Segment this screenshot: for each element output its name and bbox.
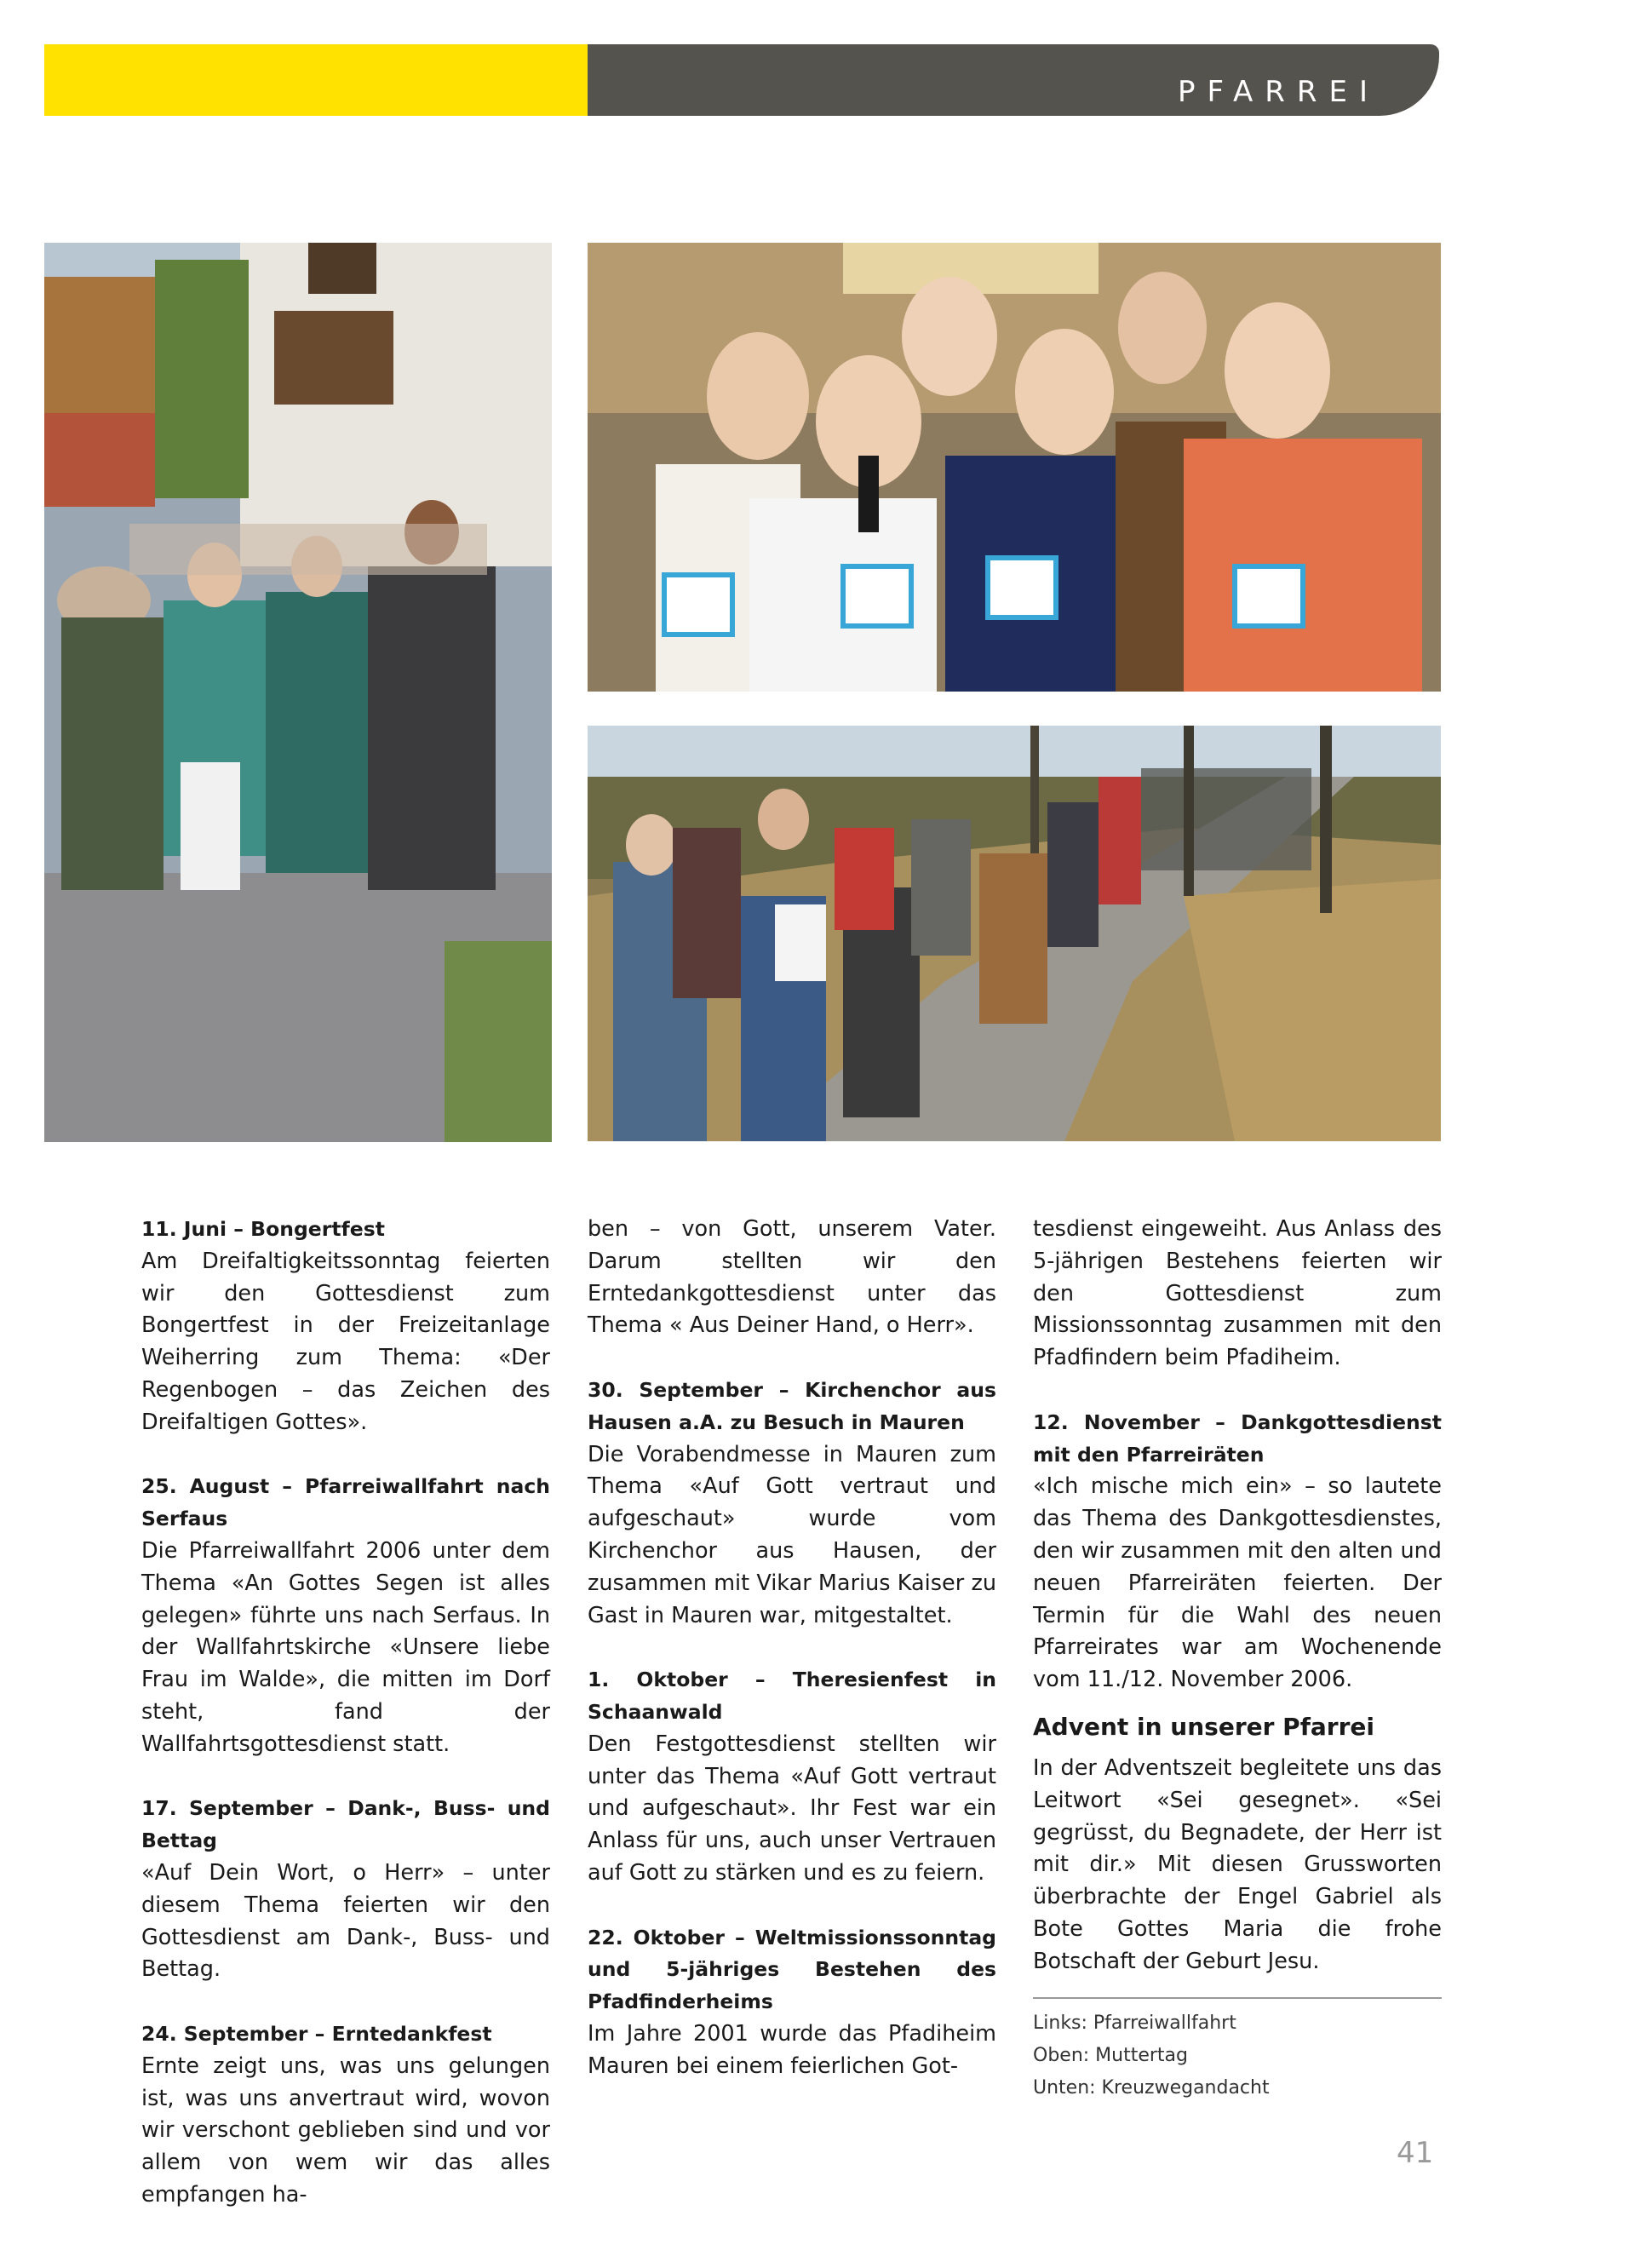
paragraph: Im Jahre 2001 wurde das Pfadiheim Mauren bei einem feierlichen Got- [588, 2020, 996, 2079]
caption-divider [1033, 1997, 1442, 1999]
paragraph: Die Vorabendmesse in Mauren zum Thema «Auf Gott vertraut und aufgeschaut» wurde vom Kirchenchor aus Hausen, der zusammen mit Vikar Marius Kaiser zu Gast in Mauren war, mitgestaltet. [588, 1441, 996, 1628]
text-column-2 [588, 1214, 996, 2083]
photo-muttertag [588, 243, 1441, 692]
paragraph: Die Pfarreiwallfahrt 2006 unter dem Thema «An Gottes Segen ist alles gelegen» führte uns nach Serfaus. In der Wallfahrtskirche «Unsere liebe Frau im Walde», die mitten im Dorf steht, fand der Wallfahrtsgottesdienst statt. [141, 1537, 550, 1757]
paragraph: In der Adventszeit begleitete uns das Leitwort «Sei gesegnet». «Sei gegrüsst, du Begnadete, der Herr ist mit dir.» Mit diesen Grussworten überbrachte der Engel Gabriel als Bote Gottes Maria die frohe Botschaft der Geburt Jesu. [1033, 1754, 1442, 1974]
text-column-3 [1033, 1214, 1442, 2104]
photo-pfarreiwallfahrt [44, 243, 552, 1142]
photo-caption: Unten: Kreuzwegandacht [1033, 2076, 1270, 2099]
paragraph: Ernte zeigt uns, was uns gelungen ist, was uns anvertraut wird, wovon wir verschont geblieben sind und vor allem von wem wir das alles empfangen ha- [141, 2053, 550, 2208]
header-section-bar [588, 44, 1439, 116]
photo-kreuzwegandacht [588, 726, 1441, 1141]
header-yellow-bar [44, 44, 588, 116]
event-heading: 17. September – Dank-, Buss- und Bettag [141, 1796, 550, 1853]
paragraph: Am Dreifaltigkeitssonntag feierten wir den Gottesdienst zum Bongertfest in der Freizeitanlage Weiherring zum Thema: «Der Regenbogen – das Zeichen des Dreifaltigen Gottes». [141, 1248, 550, 1435]
text-column-1 [141, 1214, 550, 2212]
photo-caption: Links: Pfarreiwallfahrt [1033, 2012, 1236, 2034]
event-heading: 1. Oktober – Theresienfest in Schaanwald [588, 1668, 996, 1724]
event-heading: 11. Juni – Bongertfest [141, 1217, 385, 1241]
paragraph: Den Festgottesdienst stellten wir unter das Thema «Auf Gott vertraut und aufgeschaut». Ihr Fest war ein Anlass für uns, auch unser Vertrauen auf Gott zu stärken und es zu feiern. [588, 1731, 996, 1886]
section-title: Advent in unserer Pfarrei [1033, 1712, 1374, 1741]
event-heading: 25. August – Pfarreiwallfahrt nach Serfaus [141, 1474, 550, 1531]
paragraph: tesdienst eingeweiht. Aus Anlass des 5-jährigen Bestehens feierten wir den Gottesdienst zum Missionssonntag zusammen mit den Pfadfindern beim Pfadiheim. [1033, 1216, 1442, 1371]
event-heading: 12. November – Dankgottesdienst mit den Pfarreiräten [1033, 1410, 1442, 1467]
event-heading: 24. September – Erntedankfest [141, 2021, 492, 2046]
section-label: PFARREI [1178, 75, 1380, 109]
photo-caption: Oben: Muttertag [1033, 2044, 1188, 2066]
paragraph: «Auf Dein Wort, o Herr» – unter diesem Thema feierten wir den Gottesdienst am Dank-, Buss- und Bettag. [141, 1859, 550, 1983]
event-heading: 30. September – Kirchenchor aus Hausen a.A. zu Besuch in Mauren [588, 1377, 996, 1434]
paragraph: ben – von Gott, unserem Vater. Darum stellten wir den Erntedankgottesdienst unter das Thema « Aus Deiner Hand, o Herr». [588, 1216, 996, 1339]
event-heading: 22. Oktober – Weltmissionssonntag und 5-jähriges Bestehen des Pfadfinderheims [588, 1925, 996, 2014]
page-number: 41 [1397, 2136, 1434, 2170]
paragraph: «Ich mische mich ein» – so lautete das Thema des Dankgottesdienstes, den wir zusammen mit den alten und neuen Pfarreiräten feierten. Der Termin für die Wahl des neuen Pfarreirates war am Wochenende vom 11./12. November 2006. [1033, 1473, 1442, 1693]
